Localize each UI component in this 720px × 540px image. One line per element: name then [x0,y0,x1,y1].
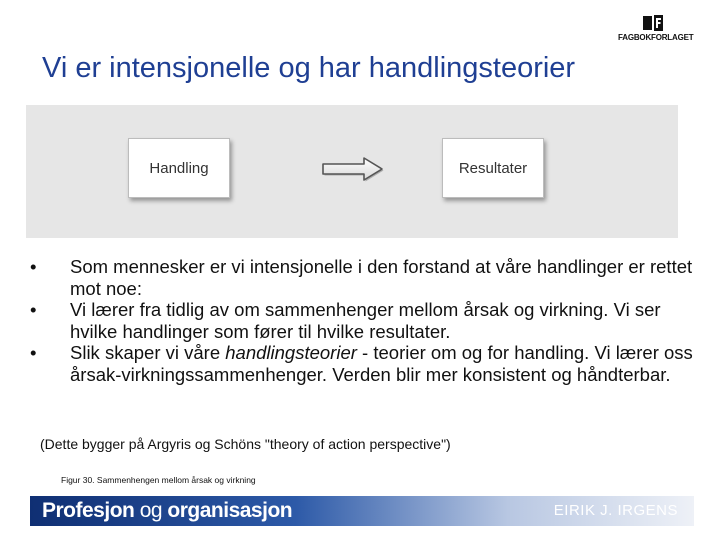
publisher-logo [618,14,694,48]
results-box: Resultater [442,138,544,198]
bullet-item [30,342,700,385]
bullet-emphasis: handlingsteorier [225,342,357,363]
book-logo-icon [642,14,664,32]
book-title-part: organisasjon [167,499,293,522]
bullet-list [30,256,700,385]
book-title-part: Profesjon [42,499,135,522]
publisher-name: FAGBOKFORLAGET [618,33,694,42]
book-title [42,499,292,523]
slide-title: Vi er intensjonelle og har handlingsteorier [42,52,576,84]
bullet-marker: • [30,299,37,320]
bullet-text: - teorier om og for handling. Vi lærer oss årsak-virkningssammenhenger. Verden blir mer konsistent og håndterbar. [70,342,693,385]
bullet-item [30,299,700,342]
bullet-item [30,256,700,299]
bullet-text: Slik skaper vi våre [70,342,226,363]
author-name: EIRIK J. IRGENS [553,502,678,519]
cause-effect-diagram [26,105,678,238]
action-box: Handling [128,138,230,198]
bullet-marker: • [30,256,37,277]
book-title-part: og [139,499,163,522]
footer-banner [30,496,694,526]
source-note: (Dette bygger på Argyris og Schöns "theory of action perspective") [40,436,451,452]
right-arrow-icon [320,155,386,183]
figure-caption: Figur 30. Sammenhengen mellom årsak og virkning [61,475,256,485]
bullet-text: Som mennesker er vi intensjonelle i den forstand at våre handlinger er rettet mot noe: [70,256,693,299]
bullet-text: Vi lærer fra tidlig av om sammenhenger mellom årsak og virkning. Vi ser hvilke handlinger som fører til hvilke resultater. [70,299,661,342]
bullet-marker: • [30,342,37,363]
